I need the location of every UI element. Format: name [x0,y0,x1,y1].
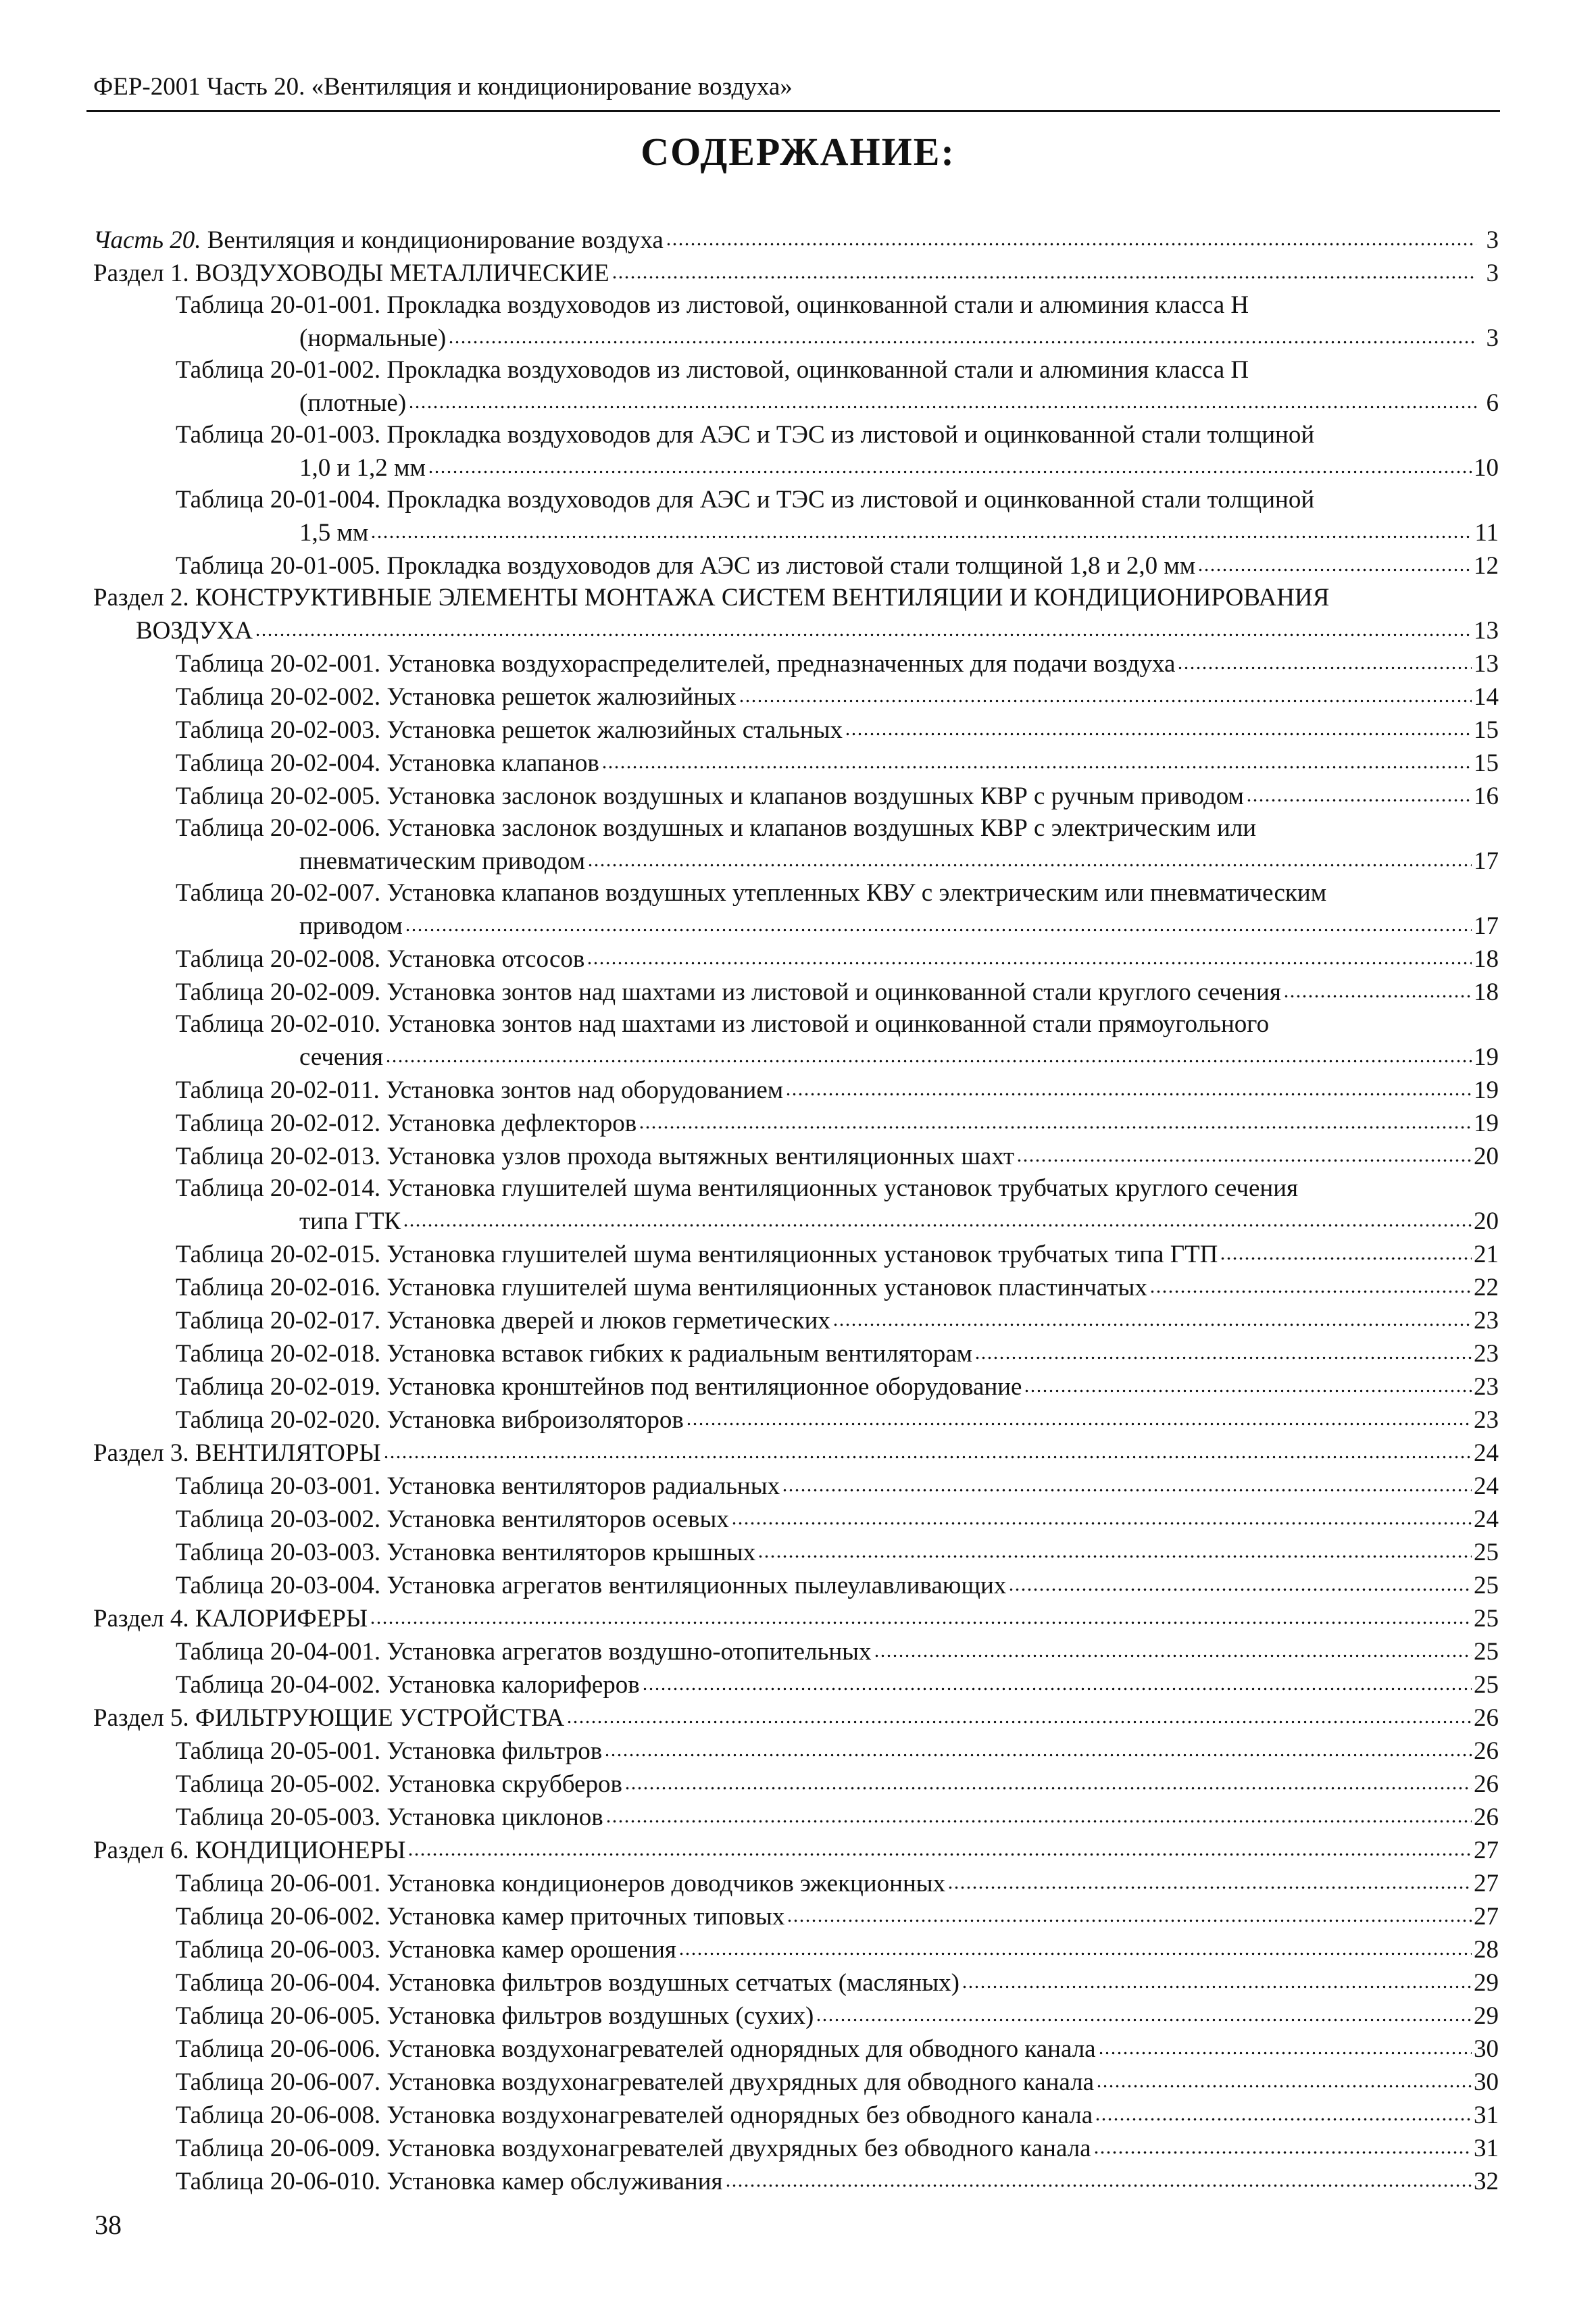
toc-entry-table[interactable] [93,1933,1499,1966]
page-ref: 18 [1474,978,1499,1006]
toc-entry-title: Раздел 1. ВОЗДУХОВОДЫ МЕТАЛЛИЧЕСКИЕ [93,259,609,287]
leader-dots [448,321,1476,346]
toc-entry-table[interactable] [93,647,1499,680]
toc-entry-title-continuation: приводом [299,912,403,940]
leader-dots [1149,1270,1472,1295]
page-ref: 23 [1474,1307,1499,1335]
toc-entry-section[interactable] [93,1436,1499,1469]
toc-entry-table[interactable] [93,680,1499,713]
leader-dots [782,1469,1472,1494]
page-ref: 26 [1474,1770,1499,1798]
toc-entry-continuation[interactable] [93,451,1499,484]
toc-entry-table[interactable] [93,549,1499,582]
toc-entry-table[interactable] [93,877,1499,909]
toc-entry-title: Таблица 20-06-003. Установка камер орошения [176,1936,676,1964]
leader-dots [1197,549,1472,574]
leader-dots [403,1204,1472,1229]
leader-dots [686,1403,1472,1428]
toc-entry-table[interactable] [93,1535,1499,1568]
page-ref: 32 [1474,2168,1499,2195]
leader-dots [605,1800,1472,1825]
toc-entry-title: Таблица 20-02-001. Установка воздухораспределителей, предназначенных для подачи воздуха [176,650,1176,678]
leader-dots [1095,2098,1472,2123]
leader-dots [604,1734,1472,1759]
table-of-contents [93,223,1499,2197]
toc-entry-title: Раздел 2. КОНСТРУКТИВНЫЕ ЭЛЕМЕНТЫ МОНТАЖА СИСТЕМ ВЕНТИЛЯЦИИ И КОНДИЦИОНИРОВАНИЯ [93,584,1330,612]
leader-dots [587,844,1472,869]
toc-entry-title: Таблица 20-02-012. Установка дефлекторов [176,1110,637,1137]
leader-dots [1098,2032,1472,2057]
page-ref: 16 [1474,782,1499,810]
toc-entry-title: Таблица 20-06-010. Установка камер обслуживания [176,2168,723,2195]
leader-dots [612,256,1476,281]
toc-entry-section[interactable] [93,256,1499,289]
page-title: СОДЕРЖАНИЕ: [641,130,955,174]
toc-entry-table[interactable] [93,1502,1499,1535]
toc-entry-title: Таблица 20-01-001. Прокладка воздуховодов из листовой, оцинкованной стали и алюминия класса Н [176,291,1249,319]
toc-entry-continuation[interactable] [93,909,1499,942]
toc-entry-continuation[interactable] [93,844,1499,877]
page-number: 38 [95,2210,122,2240]
toc-entry-table[interactable] [93,1073,1499,1106]
toc-entry-part[interactable] [93,223,1499,256]
toc-entry-title: Таблица 20-02-013. Установка узлов прохода вытяжных вентиляционных шахт [176,1143,1015,1170]
leader-dots [787,1899,1472,1924]
page-ref: 22 [1474,1274,1499,1301]
page-ref: 3 [1486,259,1499,287]
toc-entry-title: Таблица 20-02-007. Установка клапанов воздушных утепленных КВУ с электрическим или пневматическим [176,879,1327,907]
toc-entry-title: Таблица 20-02-010. Установка зонтов над шахтами из листовой и оцинкованной стали прямоугольного [176,1010,1270,1038]
toc-entry-table[interactable] [93,1303,1499,1337]
toc-entry-table[interactable] [93,812,1499,844]
page-ref: 26 [1474,1704,1499,1732]
page-ref: 26 [1474,1737,1499,1765]
toc-entry-table[interactable] [93,1270,1499,1303]
toc-entry-table[interactable] [93,746,1499,779]
leader-dots [678,1933,1472,1958]
page-ref: 24 [1474,1439,1499,1467]
toc-entry-table[interactable] [93,419,1499,451]
page-ref: 29 [1474,2002,1499,2030]
leader-dots [1093,2131,1472,2156]
toc-entry-table[interactable] [93,1139,1499,1172]
page-ref: 15 [1474,716,1499,744]
leader-dots [624,1767,1472,1792]
toc-entry-title: Раздел 5. ФИЛЬТРУЮЩИЕ УСТРОЙСТВА [93,1704,565,1732]
leader-dots [785,1073,1472,1098]
page-ref: 20 [1474,1208,1499,1235]
toc-entry-title: Таблица 20-02-003. Установка решеток жалюзийных стальных [176,716,843,744]
toc-entry-table[interactable] [93,942,1499,975]
toc-entry-title: Таблица 20-04-002. Установка калориферов [176,1671,640,1699]
toc-entry-title: Таблица 20-06-001. Установка кондиционеров доводчиков эжекционных [176,1870,946,1897]
toc-entry-table[interactable] [93,1866,1499,1899]
leader-dots [255,614,1472,639]
leader-dots [370,1601,1472,1626]
leader-dots [962,1966,1472,1991]
leader-dots [725,2164,1472,2189]
toc-entry-title: Таблица 20-01-003. Прокладка воздуховодов для АЭС и ТЭС из листовой и оцинкованной стали толщиной [176,421,1315,449]
toc-entry-continuation[interactable] [93,1040,1499,1073]
toc-entry-title: Таблица 20-05-001. Установка фильтров [176,1737,603,1765]
toc-entry-title: Таблица 20-02-020. Установка виброизоляторов [176,1406,684,1434]
toc-entry-title: Раздел 3. ВЕНТИЛЯТОРЫ [93,1439,381,1467]
page-ref: 27 [1474,1903,1499,1931]
page-ref: 24 [1474,1505,1499,1533]
toc-entry-title: Таблица 20-02-008. Установка отсосов [176,945,585,973]
toc-entry-title: Таблица 20-02-018. Установка вставок гибких к радиальным вентиляторам [176,1340,973,1368]
header-rule [86,110,1500,112]
toc-entry-table[interactable] [93,1008,1499,1040]
leader-dots [1024,1370,1472,1395]
toc-entry-title: Таблица 20-06-008. Установка воздухонагревателей однорядных без обводного канала [176,2101,1093,2129]
toc-entry-title-continuation: пневматическим приводом [299,847,586,875]
toc-entry-title: Таблица 20-06-005. Установка фильтров воздушных (сухих) [176,2002,814,2030]
leader-dots [1096,2065,1472,2090]
toc-entry-continuation[interactable] [93,1204,1499,1237]
page-ref: 23 [1474,1373,1499,1401]
toc-entry-table[interactable] [93,1668,1499,1701]
leader-dots [739,680,1472,705]
toc-entry-title: Таблица 20-02-004. Установка клапанов [176,749,599,777]
leader-dots [408,386,1476,411]
toc-entry-table[interactable] [93,779,1499,812]
leader-dots [666,223,1476,248]
toc-entry-title: Таблица 20-02-002. Установка решеток жалюзийных [176,683,737,711]
toc-entry-title: Таблица 20-02-009. Установка зонтов над шахтами из листовой и оцинкованной стали круглого сечения [176,978,1281,1006]
toc-entry-title: Таблица 20-04-001. Установка агрегатов воздушно-отопительных [176,1638,872,1666]
toc-entry-title: Таблица 20-06-007. Установка воздухонагревателей двухрядных для обводного канала [176,2068,1095,2096]
toc-entry-title: Таблица 20-02-006. Установка заслонок воздушных и клапанов воздушных КВР с электрическим или [176,814,1257,842]
toc-entry-table[interactable] [93,1568,1499,1601]
page-ref: 11 [1474,519,1499,547]
toc-entry-title: Таблица 20-03-004. Установка агрегатов вентиляционных пылеулавливающих [176,1572,1007,1599]
page-ref: 6 [1486,389,1499,417]
toc-entry-title: Таблица 20-05-003. Установка циклонов [176,1803,603,1831]
page-ref: 19 [1474,1043,1499,1071]
page-ref: 31 [1474,2101,1499,2129]
toc-entry-table[interactable] [93,484,1499,516]
toc-entry-table[interactable] [93,1800,1499,1833]
page-ref: 28 [1474,1936,1499,1964]
page-ref: 24 [1474,1472,1499,1500]
toc-entry-table[interactable] [93,975,1499,1008]
toc-entry-table[interactable] [93,1403,1499,1436]
page-ref: 30 [1474,2068,1499,2096]
toc-entry-table[interactable] [93,1237,1499,1270]
page-ref: 12 [1474,552,1499,580]
toc-entry-table[interactable] [93,289,1499,321]
page-ref: 17 [1474,847,1499,875]
leader-dots [974,1337,1472,1362]
page-ref: 23 [1474,1340,1499,1368]
toc-entry-title: Таблица 20-06-009. Установка воздухонагревателей двухрядных без обводного канала [176,2135,1091,2162]
page-ref: 30 [1474,2035,1499,2063]
page-ref: 27 [1474,1870,1499,1897]
toc-entry-title: Раздел 6. КОНДИЦИОНЕРЫ [93,1837,406,1864]
toc-entry-table[interactable] [93,2131,1499,2164]
toc-entry-title-continuation: ВОЗДУХА [136,617,253,645]
leader-dots [639,1106,1472,1131]
leader-dots [601,746,1472,771]
leader-dots [405,909,1472,934]
page-ref: 26 [1474,1803,1499,1831]
leader-dots [1220,1237,1472,1262]
running-header: ФЕР-2001 Часть 20. «Вентиляция и кондиционирование воздуха» [93,73,793,101]
toc-entry-table[interactable] [93,1966,1499,1999]
toc-entry-section[interactable] [93,1833,1499,1866]
toc-entry-continuation[interactable] [93,386,1499,419]
page-ref: 18 [1474,945,1499,973]
toc-entry-table[interactable] [93,2032,1499,2065]
toc-entry-title: Раздел 4. КАЛОРИФЕРЫ [93,1605,368,1633]
toc-entry-table[interactable] [93,1734,1499,1767]
leader-dots [1016,1139,1472,1164]
toc-entry-table[interactable] [93,2065,1499,2098]
page-ref: 31 [1474,2135,1499,2162]
page-ref: 10 [1474,454,1499,482]
leader-dots [947,1866,1472,1891]
toc-entry-table[interactable] [93,1172,1499,1204]
page-ref: 25 [1474,1671,1499,1699]
leader-dots [370,516,1472,541]
toc-entry-section[interactable] [93,582,1499,614]
toc-entry-table[interactable] [93,713,1499,746]
toc-entry-title: Таблица 20-02-005. Установка заслонок воздушных и клапанов воздушных КВР с ручным приводом [176,782,1244,810]
toc-entry-title: Таблица 20-02-014. Установка глушителей шума вентиляционных установок трубчатых круглого сечения [176,1174,1299,1202]
toc-entry-title-continuation: (нормальные) [299,324,447,352]
page-ref: 19 [1474,1076,1499,1104]
page-ref: 15 [1474,749,1499,777]
leader-dots [1283,975,1472,1000]
toc-entry-section[interactable] [93,1701,1499,1734]
toc-entry-title: Таблица 20-02-016. Установка глушителей шума вентиляционных установок пластинчатых [176,1274,1147,1301]
toc-entry-title-continuation: сечения [299,1043,384,1071]
toc-entry-table[interactable] [93,1106,1499,1139]
toc-entry-title: Таблица 20-01-005. Прокладка воздуховодов для АЭС из листовой стали толщиной 1,8 и 2,0 мм [176,552,1196,580]
leader-dots [731,1502,1472,1527]
toc-entry-title-continuation: 1,5 мм [299,519,369,547]
page-ref: 13 [1474,617,1499,645]
page-ref: 13 [1474,650,1499,678]
toc-entry-table[interactable] [93,1635,1499,1668]
toc-entry-table[interactable] [93,354,1499,386]
leader-dots [1008,1568,1472,1593]
toc-entry-title: Таблица 20-06-002. Установка камер приточных типовых [176,1903,785,1931]
toc-entry-title-continuation: типа ГТК [299,1208,401,1235]
leader-dots [385,1040,1472,1065]
page-ref: 20 [1474,1143,1499,1170]
toc-entry-title-continuation: 1,0 и 1,2 мм [299,454,426,482]
leader-dots [642,1668,1472,1693]
leader-dots [757,1535,1472,1560]
page-ref: 29 [1474,1969,1499,1997]
leader-dots [1177,647,1472,672]
toc-entry-title: Таблица 20-03-003. Установка вентиляторов крышных [176,1539,756,1566]
leader-dots [407,1833,1472,1858]
leader-dots [874,1635,1472,1660]
toc-entry-title: Таблица 20-03-002. Установка вентиляторов осевых [176,1505,729,1533]
toc-entry-continuation[interactable] [93,614,1499,647]
leader-dots [428,451,1472,476]
toc-entry-table[interactable] [93,1370,1499,1403]
toc-entry-table[interactable] [93,1469,1499,1502]
toc-entry-title: Таблица 20-01-002. Прокладка воздуховодов из листовой, оцинкованной стали и алюминия класса П [176,356,1249,384]
page-ref: 17 [1474,912,1499,940]
part-title: Вентиляция и кондиционирование воздуха [207,226,664,254]
leader-dots [816,1999,1472,2024]
toc-entry-title: Таблица 20-01-004. Прокладка воздуховодов для АЭС и ТЭС из листовой и оцинкованной стали толщиной [176,486,1315,514]
toc-entry-table[interactable] [93,2164,1499,2197]
page-ref: 19 [1474,1110,1499,1137]
toc-entry-section[interactable] [93,1601,1499,1635]
page-ref: 3 [1486,226,1499,254]
page-ref: 23 [1474,1406,1499,1434]
leader-dots [383,1436,1472,1461]
toc-entry-title: Таблица 20-02-011. Установка зонтов над оборудованием [176,1076,784,1104]
page-ref: 3 [1486,324,1499,352]
toc-entry-title-continuation: (плотные) [299,389,407,417]
toc-entry-table[interactable] [93,1999,1499,2032]
toc-entry-title: Таблица 20-02-015. Установка глушителей шума вентиляционных установок трубчатых типа ГТП [176,1241,1218,1268]
leader-dots [832,1303,1472,1328]
toc-entry-table[interactable] [93,1767,1499,1800]
page-ref: 27 [1474,1837,1499,1864]
part-prefix: Часть 20. [93,226,201,254]
page-ref: 14 [1474,683,1499,711]
toc-entry-title: Таблица 20-03-001. Установка вентиляторов радиальных [176,1472,780,1500]
leader-dots [845,713,1472,738]
toc-entry-table[interactable] [93,2098,1499,2131]
leader-dots [566,1701,1472,1726]
toc-entry-continuation[interactable] [93,321,1499,354]
toc-entry-title: Таблица 20-06-006. Установка воздухонагревателей однорядных для обводного канала [176,2035,1096,2063]
toc-entry-title: Таблица 20-06-004. Установка фильтров воздушных сетчатых (масляных) [176,1969,960,1997]
leader-dots [587,942,1472,967]
toc-entry-table[interactable] [93,1899,1499,1933]
toc-entry-table[interactable] [93,1337,1499,1370]
toc-entry-title: Таблица 20-05-002. Установка скрубберов [176,1770,622,1798]
toc-entry-continuation[interactable] [93,516,1499,549]
page-ref: 25 [1474,1539,1499,1566]
page-ref: 21 [1474,1241,1499,1268]
toc-entry-title: Таблица 20-02-017. Установка дверей и люков герметических [176,1307,830,1335]
page-ref: 25 [1474,1605,1499,1633]
page-ref: 25 [1474,1638,1499,1666]
page-ref: 25 [1474,1572,1499,1599]
leader-dots [1246,779,1472,804]
toc-entry-title: Таблица 20-02-019. Установка кронштейнов под вентиляционное оборудование [176,1373,1022,1401]
